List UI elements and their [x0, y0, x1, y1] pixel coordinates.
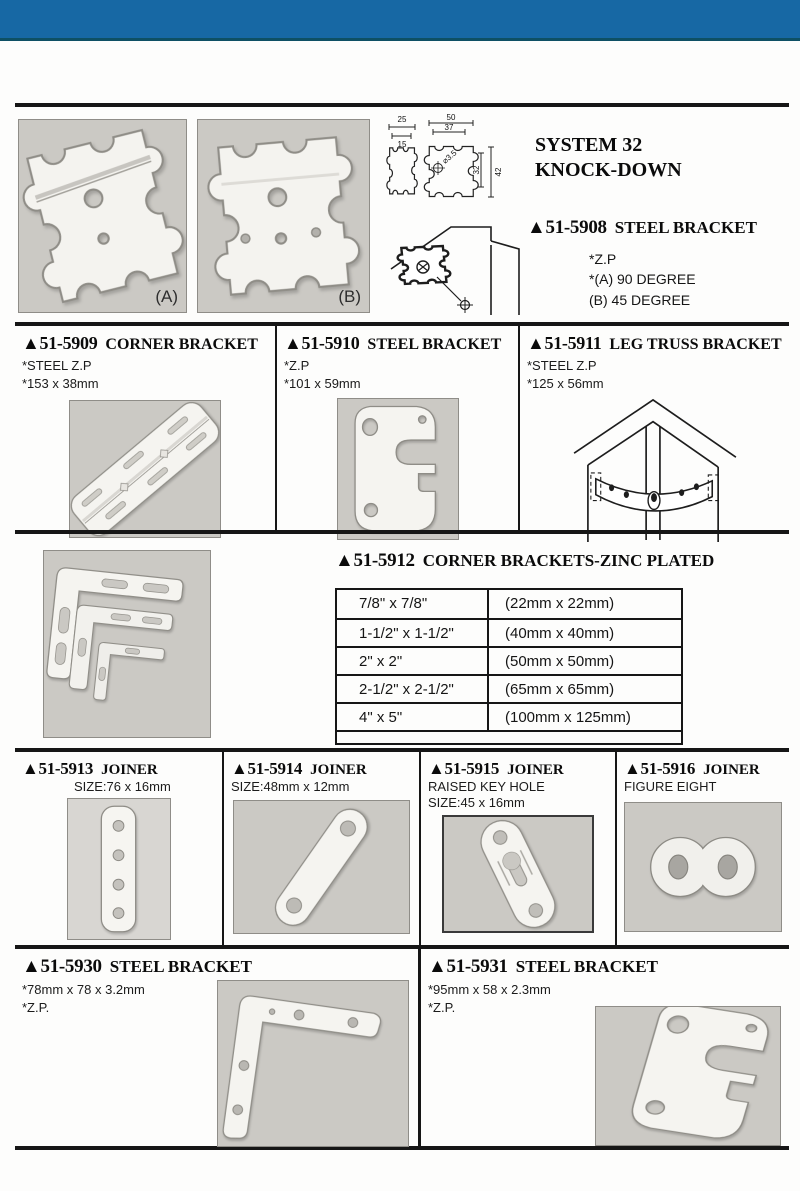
section-5908 [15, 103, 789, 322]
dim-37: 37 [444, 123, 454, 132]
row-joiners [15, 748, 789, 945]
spec-line: *153 x 38mm [22, 375, 99, 391]
dimension-drawing [381, 113, 531, 217]
spec-line: *STEEL Z.P [527, 358, 597, 373]
product-name: CORNER BRACKETS-ZINC PLATED [422, 551, 715, 570]
photo-label-a: (A) [155, 287, 178, 306]
product-name: STEEL BRACKET [614, 218, 757, 237]
product-title-5910 [284, 333, 511, 354]
product-title-5909 [22, 333, 268, 354]
section-5913 [15, 752, 222, 945]
dim-32: 32 [472, 165, 481, 175]
section-5931 [418, 949, 789, 1146]
size-inch: 7/8" x 7/8" [337, 590, 489, 618]
catalog-grid [15, 103, 789, 1150]
row-brackets [15, 322, 789, 530]
spec-line: SIZE:48mm x 12mm [231, 779, 350, 794]
section-5914 [222, 752, 419, 945]
section-5916 [615, 752, 789, 945]
section-5910 [275, 326, 518, 530]
keyhole-joiner-photo [442, 815, 594, 933]
spec-line: *(A) 90 DEGREE [589, 271, 696, 288]
size-row [337, 674, 681, 702]
spec-line: RAISED KEY HOLE [428, 779, 545, 794]
bracket-photo-a [18, 119, 187, 313]
section-5912 [15, 530, 789, 748]
product-name: JOINER [507, 762, 564, 778]
size-table [335, 588, 683, 745]
size-inch: 2" x 2" [337, 648, 489, 674]
product-specs [527, 357, 782, 392]
product-title-5912 [335, 550, 714, 572]
system-32-line2: KNOCK-DOWN [535, 159, 682, 181]
angle-bracket-photo [217, 980, 409, 1147]
product-code: ▲51-5915 [428, 759, 500, 778]
product-name: JOINER [101, 762, 158, 778]
system-32-title [535, 133, 682, 183]
product-title-5911 [527, 333, 782, 354]
size-mm: (50mm x 50mm) [505, 653, 615, 670]
installation-drawing [387, 219, 532, 319]
row-steel-brackets [15, 945, 789, 1150]
size-row [337, 590, 681, 618]
spec-line: SIZE:45 x 16mm [428, 795, 525, 811]
dim-50: 50 [446, 113, 456, 122]
product-title-5915 [428, 759, 608, 779]
product-code: ▲51-5908 [527, 217, 607, 238]
product-name: LEG TRUSS BRACKET [609, 336, 782, 353]
spec-line: FIGURE EIGHT [624, 779, 717, 794]
section-5909 [15, 326, 275, 530]
product-title-5931 [428, 956, 782, 978]
dim-15: 15 [397, 140, 407, 149]
product-code: ▲51-5913 [22, 759, 94, 778]
spec-line: *78mm x 78 x 3.2mm [22, 982, 145, 997]
size-mm: (100mm x 125mm) [505, 709, 631, 726]
section-5915 [419, 752, 615, 945]
size-inch: 1-1/2" x 1-1/2" [337, 620, 489, 646]
product-code: ▲51-5931 [428, 956, 508, 977]
spec-line: *Z.P [589, 251, 617, 267]
product-name: CORNER BRACKET [105, 336, 258, 353]
dim-42: 42 [494, 167, 503, 177]
bracket-photo-b [197, 119, 370, 313]
product-name: STEEL BRACKET [367, 336, 502, 353]
product-code: ▲51-5910 [284, 333, 360, 353]
size-row [337, 646, 681, 674]
product-code: ▲51-5916 [624, 759, 696, 778]
spec-line: *101 x 59mm [284, 375, 361, 391]
size-mm: (65mm x 65mm) [505, 681, 615, 698]
steel-bracket-photo [337, 398, 459, 540]
spec-line: *Z.P. [22, 999, 50, 1015]
product-specs-5908 [589, 249, 696, 310]
size-mm: (22mm x 22mm) [505, 595, 615, 612]
product-specs [22, 357, 268, 392]
joiner-strip-photo [67, 798, 171, 940]
size-row [337, 618, 681, 646]
system-32-line1: SYSTEM 32 [535, 134, 643, 156]
product-name: STEEL BRACKET [109, 957, 252, 976]
table-filler [337, 730, 681, 743]
product-specs [284, 357, 511, 392]
section-5911 [518, 326, 789, 530]
size-inch: 2-1/2" x 2-1/2" [337, 676, 489, 702]
spec-line: (B) 45 DEGREE [589, 291, 691, 308]
product-title-5914 [231, 759, 412, 779]
section-5930 [15, 949, 418, 1146]
photo-label-b: (B) [338, 287, 361, 306]
product-name: STEEL BRACKET [515, 957, 658, 976]
product-code: ▲51-5930 [22, 956, 102, 977]
size-mm: (40mm x 40mm) [505, 625, 615, 642]
spec-line: *95mm x 58 x 2.3mm [428, 982, 551, 997]
leg-truss-drawing [569, 394, 741, 544]
spec-line: *Z.P. [428, 999, 456, 1015]
product-code: ▲51-5914 [231, 759, 303, 778]
dim-25: 25 [397, 115, 407, 124]
size-inch: 4" x 5" [337, 704, 489, 730]
product-name: JOINER [310, 762, 367, 778]
spec-line: *STEEL Z.P [22, 358, 92, 373]
corner-brackets-photo [43, 550, 211, 738]
product-code: ▲51-5912 [335, 550, 415, 571]
spec-line: *Z.P [284, 358, 310, 373]
product-name: JOINER [703, 762, 760, 778]
product-code: ▲51-5909 [22, 333, 98, 353]
spec-line: SIZE:76 x 16mm [74, 779, 171, 794]
size-row [337, 702, 681, 730]
steel-bracket-photo [595, 1006, 781, 1146]
spec-line: *125 x 56mm [527, 375, 604, 391]
product-title-5908 [527, 217, 757, 239]
corner-bracket-photo [69, 400, 221, 538]
product-title-5930 [22, 956, 411, 978]
joiner-bar-photo [233, 800, 410, 934]
page-header-bar [0, 0, 800, 41]
product-title-5916 [624, 759, 782, 779]
figure-eight-photo [624, 802, 782, 932]
dim-hole: ⌀3.5 [440, 148, 459, 166]
product-title-5913 [22, 759, 215, 779]
product-code: ▲51-5911 [527, 333, 602, 353]
